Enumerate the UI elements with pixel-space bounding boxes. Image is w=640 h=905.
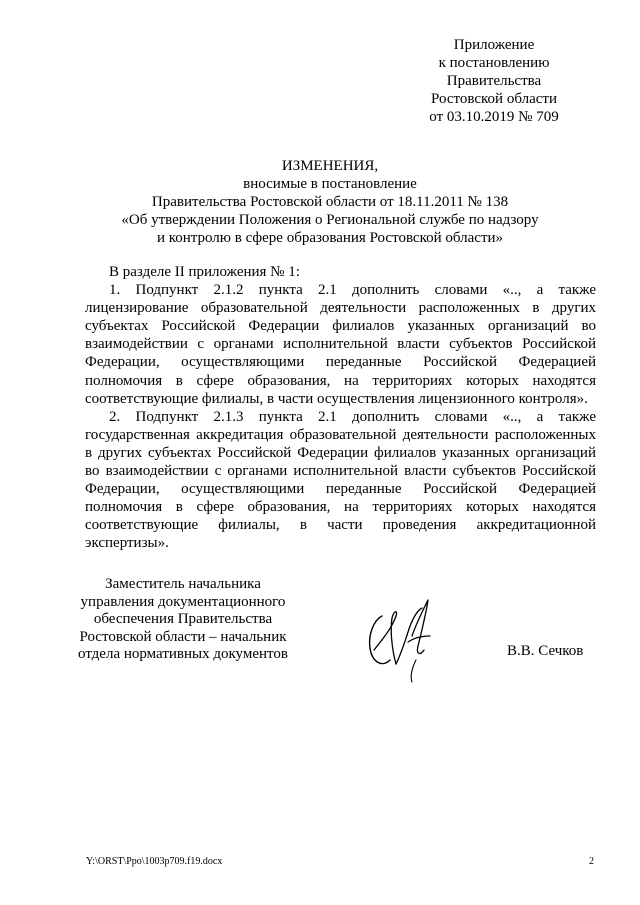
appendix-line: Правительства bbox=[446, 73, 542, 89]
appendix-header bbox=[420, 36, 568, 126]
signer-position-line: отдела нормативных документов bbox=[78, 646, 288, 663]
heading-line: «Об утверждении Положения о Региональной службе по надзору bbox=[121, 212, 539, 228]
document-body bbox=[85, 263, 596, 553]
appendix-line: от 03.10.2019 № 709 bbox=[429, 109, 559, 125]
signer-position-line: Заместитель начальника bbox=[105, 576, 261, 592]
signer-position-line: обеспечения Правительства bbox=[93, 611, 273, 628]
body-intro: В разделе II приложения № 1: bbox=[109, 264, 300, 280]
appendix-line: к постановлению bbox=[438, 55, 550, 71]
document-heading bbox=[100, 157, 560, 247]
appendix-line: Ростовской области bbox=[431, 91, 557, 107]
body-paragraph-2: 2. Подпункт 2.1.3 пункта 2.1 дополнить словами «.., а также государственная аккредитация образовательной деятельности расположенных в других субъектах Российской Федерации филиалов указанных организаций во взаимодействии с органами исполнительной власти субъектов Российской Федерации, осуществляющими переданные Российской Федерацией полномочия в сфере образования, на территориях которых находятся соответствующие филиалы, в части проведения аккредитационной экспертизы». bbox=[85, 408, 596, 552]
heading-line: и контролю в сфере образования Ростовской области» bbox=[156, 230, 504, 246]
heading-line: Правительства Ростовской области от 18.11.2011 № 138 bbox=[151, 194, 509, 210]
document-title: ИЗМЕНЕНИЯ, bbox=[281, 158, 379, 174]
heading-line: вносимые в постановление bbox=[243, 176, 417, 192]
appendix-line: Приложение bbox=[453, 37, 535, 53]
body-paragraph-1: 1. Подпункт 2.1.2 пункта 2.1 дополнить словами «.., а также лицензирование образовательной деятельности расположенных в других субъектах Российской Федерации филиалов указанных организаций во взаимодействии с органами исполнительной власти субъектов Российской Федерации, осуществляющими переданные Российской Федерацией полномочия в сфере образования, на территориях которых находятся соответствующие филиалы, в части осуществления лицензионного контроля». bbox=[85, 282, 596, 407]
signer-position bbox=[68, 576, 298, 664]
footer-file-path: Y:\ORST\Ppo\1003p709.f19.docx bbox=[86, 856, 223, 867]
signer-position-line: Ростовской области – начальник bbox=[79, 628, 287, 645]
handwritten-signature bbox=[360, 590, 442, 686]
signer-position-line: управления документационного bbox=[80, 593, 286, 610]
signer-name: В.В. Сечков bbox=[507, 643, 584, 659]
footer-page-number: 2 bbox=[589, 856, 594, 867]
